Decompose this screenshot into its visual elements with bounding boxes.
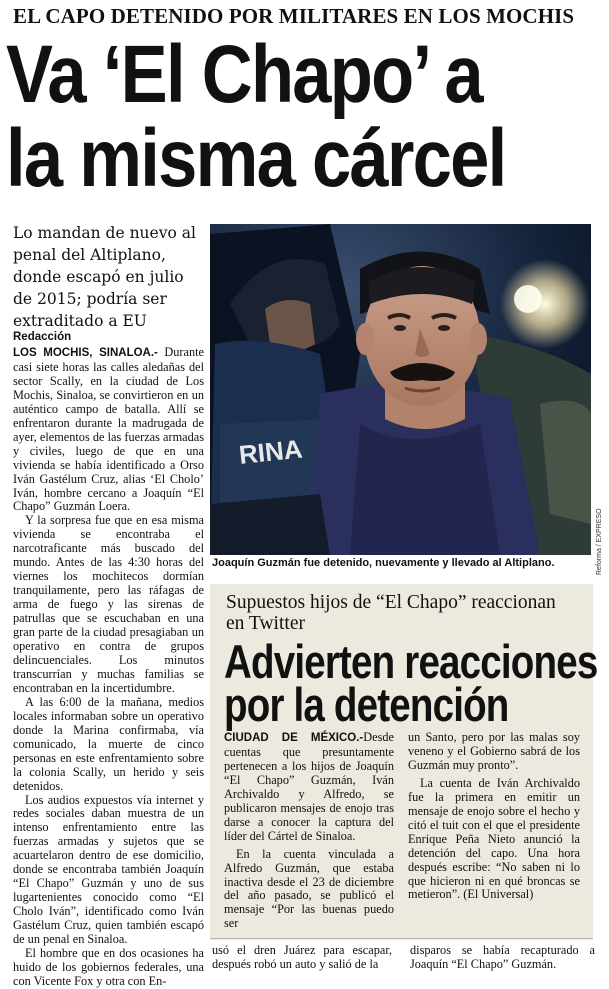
- main-story-paragraph: Y la sorpresa fue que en esa misma vivienda se encontraba el narcotraficante más buscado del mundo. Antes de las 4:30 horas del viernes los mochitecos dormían tranquilamente, pero las ráfagas de arma de fuego y las sirenas de patrullas que se escuchaban en una gran parte de la ciudad presagiaban un operativo en contra de grupos delincuenciales. Los minutos transcurrían y muchas familias se encontraban en la incertidumbre.: [13, 513, 204, 695]
- sidebar-headline: [224, 635, 598, 731]
- main-story-paragraph: El hombre que en dos ocasiones ha huido de los gobiernos federales, una con Vicente Fox y otra con En-: [13, 945, 204, 988]
- continuation-column-middle: [212, 944, 392, 976]
- sidebar-dateline: CIUDAD DE MÉXICO.-: [224, 732, 364, 744]
- continuation-column-right: [410, 944, 595, 976]
- continuation-text: usó el dren Juárez para escapar, después robó un auto y salió de la: [212, 943, 392, 971]
- sidebar-column-1: [224, 731, 394, 936]
- sidebar-column-2: [408, 731, 580, 936]
- vest-text: RINA: [237, 433, 304, 470]
- kicker: EL CAPO DETENIDO POR MILITARES EN LOS MOCHIS: [13, 4, 575, 28]
- sidebar-paragraph: En la cuenta vinculada a Alfredo Guzmán, que estaba inactiva desde el 23 de diciembre del año pasado, se publicó el mensaje “Por las buenas puedo ser: [224, 846, 394, 931]
- headline-line-1: Va ‘El Chapo’ a: [6, 29, 482, 120]
- sidebar-paragraph: [224, 731, 394, 844]
- sidebar-box: [210, 584, 598, 940]
- main-story-column: [13, 345, 204, 988]
- sidebar-paragraph: La cuenta de Iván Archivaldo fue la primera en emitir un mensaje de enojo sobre el hecho y citó el tuit con el que el presidente Enrique Peña Nieto anunció la detención del capo. Una hora después escribe: “No saben ni lo que hicieron ni en qué broncas se metieron”. (El Universal): [408, 775, 580, 902]
- sidebar-headline-line-1: Advierten reacciones: [224, 635, 598, 688]
- deck: Lo mandan de nuevo al penal del Altiplano, donde escapó en julio de 2015; podría ser extraditado a EU: [13, 224, 196, 330]
- photo-caption: Joaquín Guzmán fue detenido, nuevamente y llevado al Altiplano.: [212, 557, 555, 569]
- sidebar-headline-line-2: por la detención: [224, 678, 509, 731]
- sidebar-text: Desde cuentas que presuntamente pertenecen a los hijos de Joaquín “El Chapo” Guzmán, Iván Archivaldo y Alfredo, se publicaron mensajes de enojo tras darse a conocer la captura del líder del Cártel de Sinaloa.: [224, 730, 394, 843]
- photo-credit: Reforma / EXPRESO: [596, 508, 603, 575]
- headline-line-2: la misma cárcel: [6, 113, 506, 204]
- main-story-paragraph: [13, 346, 204, 514]
- photo-illustration: [210, 224, 591, 555]
- main-story-paragraph: Los audios expuestos vía internet y redes sociales daban muestra de un intenso enfrentamiento entre las fuerzas armadas y sujetos que se acuartelaron dentro de ese domicilio, donde se encontraba también Joaquín “El Chapo” Guzmán y uno de sus lugartenientes conocido como “El Cholo Iván”, identificado como Iván Gastélum Cruz, quien también escapó de un penal en Sinaloa.: [13, 792, 204, 947]
- sidebar-kicker: Supuestos hijos de “El Chapo” reaccionan en Twitter: [226, 592, 556, 634]
- dateline: LOS MOCHIS, SINALOA.-: [13, 347, 158, 359]
- byline: Redacción: [13, 331, 72, 343]
- sidebar-bottom-rule: [210, 938, 593, 939]
- continuation-text: disparos se había recapturado a Joaquín “El Chapo” Guzmán.: [410, 943, 595, 971]
- main-story-paragraph: A las 6:00 de la mañana, medios locales informaban sobre un operativo donde la Marina confirmaba, vía comunicado, la muerte de cinco personas en este enfrentamiento sobre la colonia Scally, un herido y seis detenidos.: [13, 694, 204, 793]
- sidebar-paragraph: un Santo, pero por las malas soy veneno y el Gobierno sabrá de los Guzmán muy pronto”.: [408, 730, 580, 772]
- news-photo: [210, 224, 591, 555]
- main-story-text: Durante casi siete horas las calles aledañas del sector Scally, en la ciudad de Los Mochis, Sinaloa, se convirtieron en un auténtico campo de batalla. Allí se enfrentaron durante la madrugada de ayer, elementos de las fuerzas armadas y civiles, luego de que en una vivienda se había identificado a Orso Iván Gastélum Cruz, alias ‘El Cholo’ Iván, hombre cercano a Joaquín “El Chapo” Guzmán Loera.: [13, 345, 204, 514]
